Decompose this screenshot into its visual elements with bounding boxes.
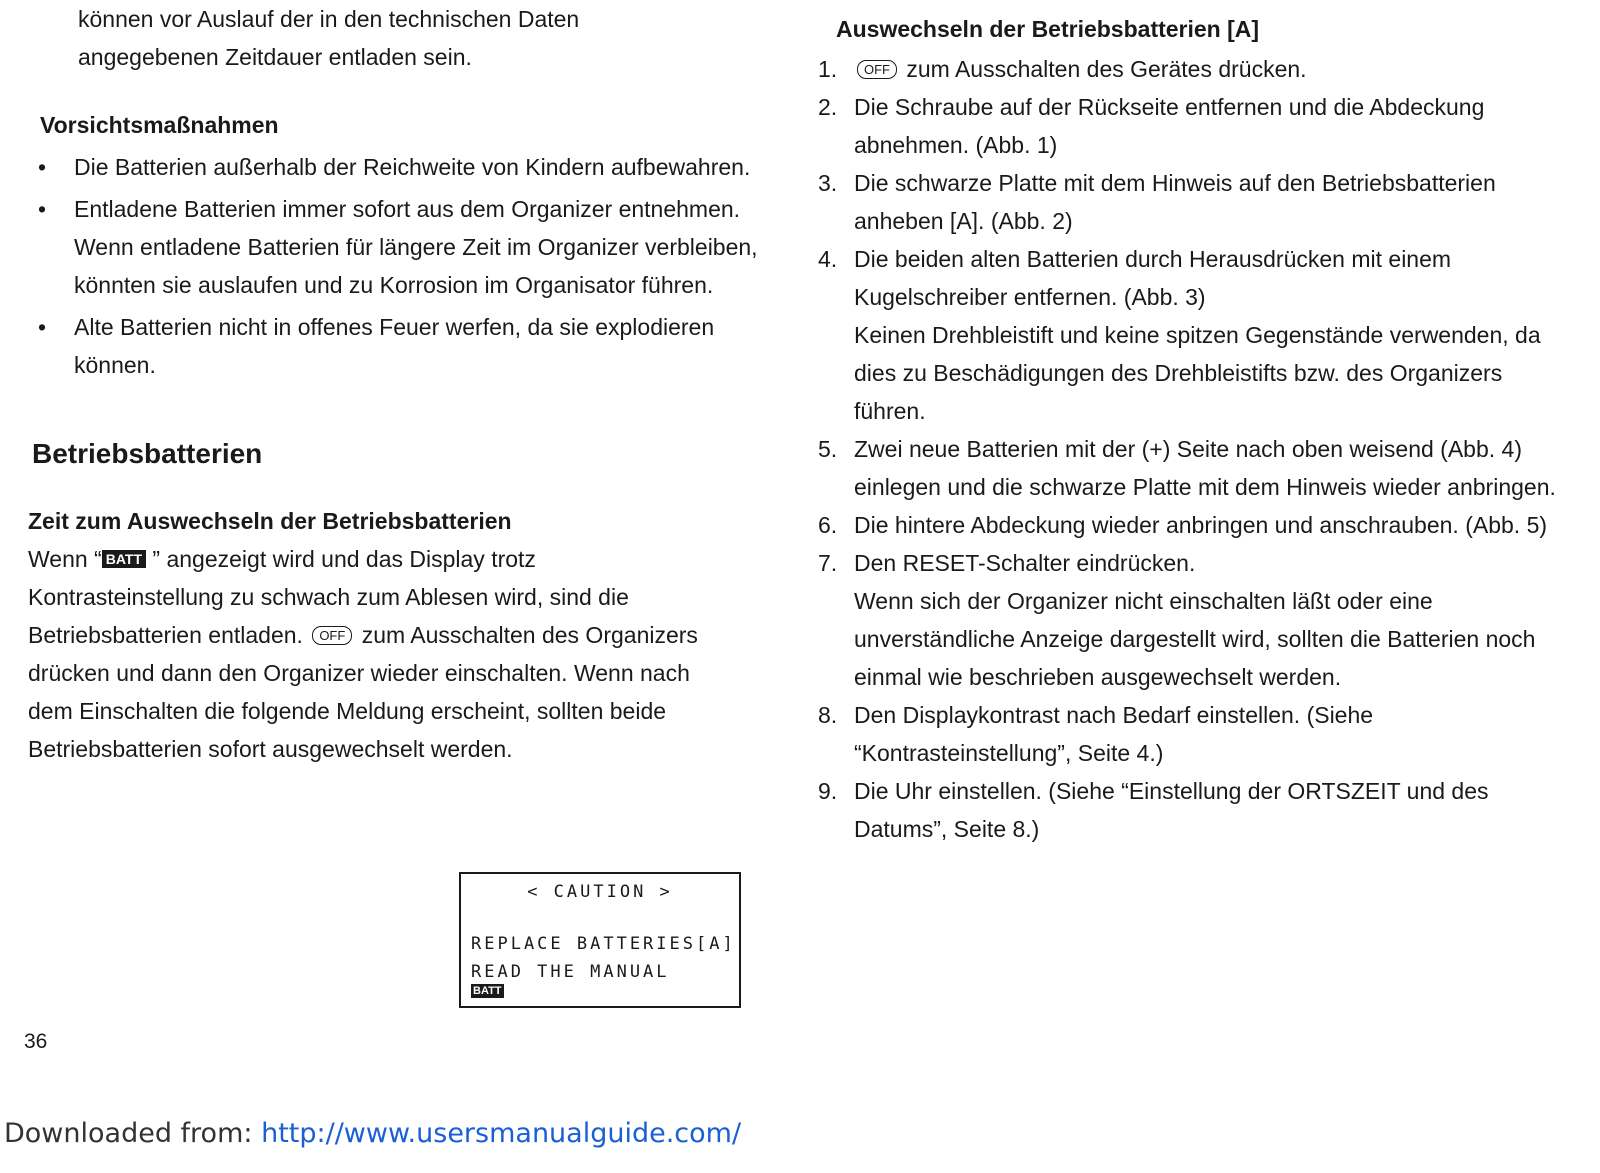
step-number: 7. — [818, 550, 838, 576]
right-column — [818, 10, 1558, 848]
list-item — [818, 88, 1558, 164]
lcd-message-line: REPLACE BATTERIES[A] — [471, 934, 736, 954]
step-number: 4. — [818, 246, 838, 272]
bullet-icon: • — [38, 314, 47, 340]
lcd-message-line: READ THE MANUAL — [471, 962, 670, 982]
battery-paragraph — [28, 540, 698, 768]
step-text: Die beiden alten Batterien durch Herausdrücken mit einem Kugelschreiber entfernen. (Abb. 3) — [854, 246, 1452, 310]
step-note: Wenn sich der Organizer nicht einschalten läßt oder eine unverständliche Anzeige dargestellt wird, sollten die Batterien noch einmal wie beschrieben ausgewechselt werden. — [854, 588, 1536, 690]
paragraph-text: Wenn “ — [28, 546, 102, 572]
list-item — [818, 506, 1558, 544]
footer-link[interactable]: http://www.usersmanualguide.com/ — [261, 1118, 742, 1149]
step-number: 8. — [818, 702, 838, 728]
lcd-batt-icon: BATT — [473, 985, 502, 997]
step-number: 5. — [818, 436, 838, 462]
left-column — [28, 0, 758, 768]
step-text: Den Displaykontrast nach Bedarf einstellen. (Siehe “Kontrasteinstellung”, Seite 4.) — [854, 702, 1374, 766]
off-key-icon: OFF — [312, 626, 352, 645]
step-number: 6. — [818, 512, 838, 538]
bullet-icon: • — [38, 196, 47, 222]
sub-heading: Zeit zum Auswechseln der Betriebsbatterien — [28, 508, 512, 534]
intro-line: angegebenen Zeitdauer entladen sein. — [78, 44, 472, 70]
replace-heading: Auswechseln der Betriebsbatterien [A] — [836, 16, 1260, 42]
footer-prefix: Downloaded from: — [4, 1118, 253, 1149]
list-item — [818, 50, 1558, 88]
precautions-list — [28, 148, 758, 384]
step-text: Den RESET-Schalter eindrücken. — [854, 550, 1196, 576]
step-number: 3. — [818, 170, 838, 196]
step-text: Die schwarze Platte mit dem Hinweis auf den Betriebsbatterien anheben [A]. (Abb. 2) — [854, 170, 1496, 234]
step-text: Zwei neue Batterien mit der (+) Seite nach oben weisend (Abb. 4) einlegen und die schwarze Platte mit dem Hinweis wieder anbringen. — [854, 436, 1556, 500]
list-item — [818, 240, 1558, 430]
step-number: 9. — [818, 778, 838, 804]
bullet-icon: • — [38, 154, 47, 180]
paragraph-text: zum Ausschalten des Organizers drücken und dann den Organizer wieder einschalten. Wenn nach dem Einschalten die folgende Meldung erscheint, sollten beide Betriebsbatterien sofort ausgewechselt werden. — [28, 622, 698, 762]
page-number: 36 — [24, 1030, 48, 1053]
step-note: Keinen Drehbleistift und keine spitzen Gegenstände verwenden, da dies zu Beschädigungen des Drehbleistifts bzw. des Organizers führen. — [854, 322, 1541, 424]
list-item — [818, 430, 1558, 506]
download-footer — [4, 1118, 741, 1149]
paragraph-text: ” angezeigt wird und das Display trotz Kontrasteinstellung zu schwach zum Ablesen wird, sind die Betriebsbatterien entladen. — [28, 546, 629, 648]
list-item — [818, 772, 1558, 848]
list-item — [818, 696, 1558, 772]
bullet-text: Alte Batterien nicht in offenes Feuer werfen, da sie explodieren können. — [74, 314, 715, 378]
step-text: Die Uhr einstellen. (Siehe “Einstellung der ORTSZEIT und des Datums”, Seite 8.) — [854, 778, 1489, 842]
step-number: 1. — [818, 56, 838, 82]
batt-indicator-icon: BATT — [102, 550, 146, 568]
lcd-caution-line: < CAUTION > — [527, 882, 673, 902]
bullet-text: Entladene Batterien immer sofort aus dem Organizer entnehmen. Wenn entladene Batterien für längere Zeit im Organizer verbleiben, könnten sie auslaufen und zu Korrosion im Organisator führen. — [74, 196, 758, 298]
list-item — [818, 544, 1558, 696]
intro-text — [28, 0, 758, 76]
list-item — [28, 148, 758, 186]
bullet-text: Die Batterien außerhalb der Reichweite von Kindern aufbewahren. — [74, 154, 751, 180]
step-text: zum Ausschalten des Gerätes drücken. — [906, 56, 1307, 82]
off-key-icon: OFF — [857, 60, 897, 79]
steps-list — [818, 50, 1558, 848]
step-text: Die hintere Abdeckung wieder anbringen und anschrauben. (Abb. 5) — [854, 512, 1548, 538]
section-heading: Betriebsbatterien — [32, 438, 263, 469]
list-item — [28, 190, 758, 304]
list-item — [28, 308, 758, 384]
intro-line: können vor Auslauf der in den technischen Daten — [78, 6, 580, 32]
step-text: Die Schraube auf der Rückseite entfernen und die Abdeckung abnehmen. (Abb. 1) — [854, 94, 1485, 158]
step-number: 2. — [818, 94, 838, 120]
lcd-caution-display — [459, 872, 741, 1008]
list-item — [818, 164, 1558, 240]
precautions-heading: Vorsichtsmaßnahmen — [40, 112, 279, 138]
